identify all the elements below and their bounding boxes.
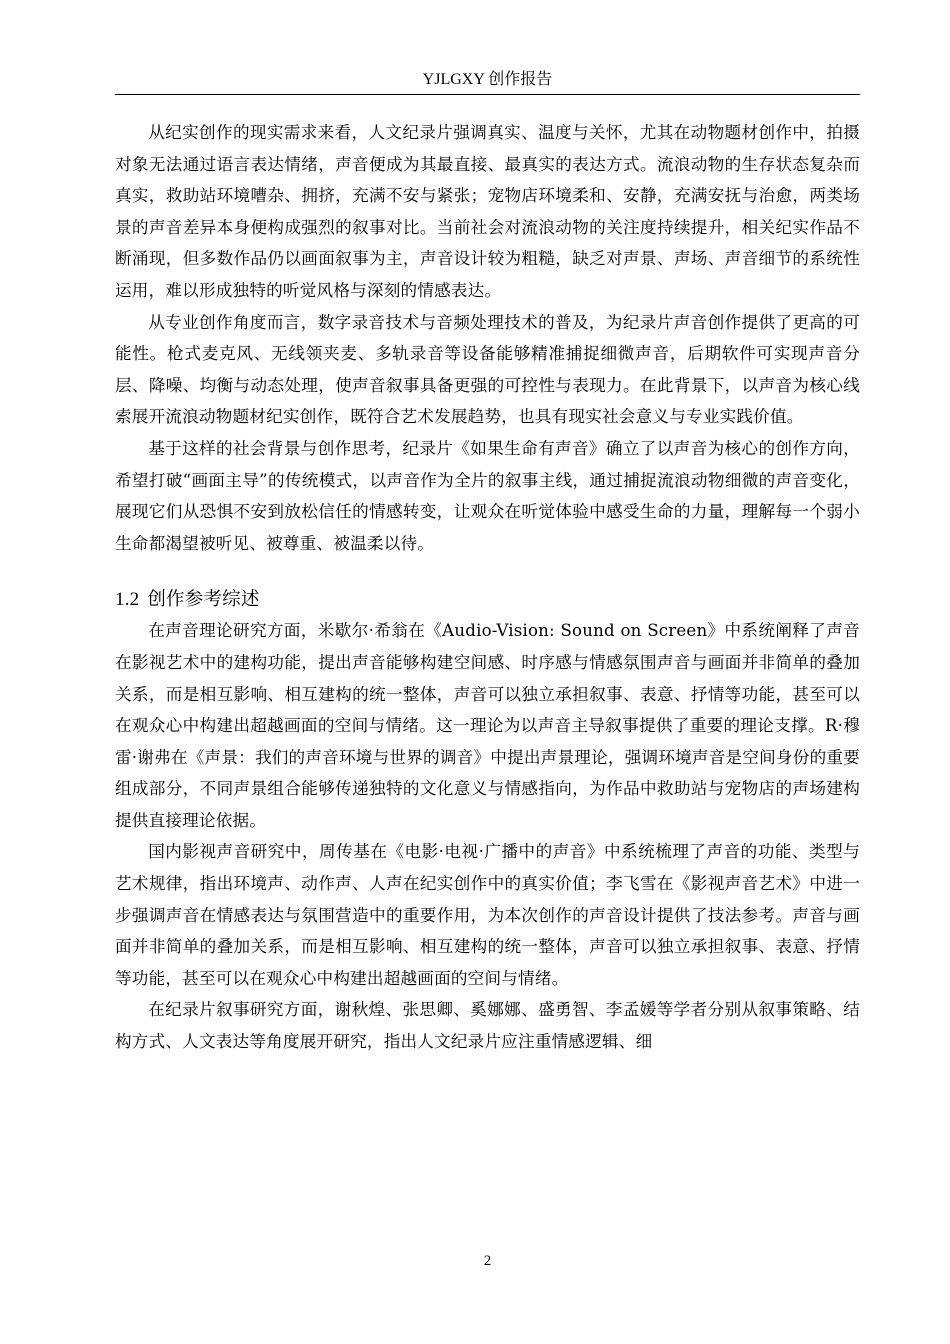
header-divider (115, 94, 860, 95)
section-number: 1.2 (115, 589, 140, 611)
body-paragraph: 基于这样的社会背景与创作思考，纪录片《如果生命有声音》确立了以声音为核心的创作方向，希望打破“画面主导”的传统模式，以声音作为全片的叙事主线，通过捕捉流浪动物细微的声音变化，展现它们从恐惧不安到放松信任的情感转变，让观众在听觉体验中感受生命的力量，理解每一个弱小生命都渴望被听见、被尊重、被温柔以待。 (115, 438, 860, 553)
page-number: 2 (483, 1253, 492, 1269)
body-paragraph: 在纪录片叙事研究方面，谢秋煌、张思卿、奚娜娜、盛勇智、李孟媛等学者分别从叙事策略、结构方式、人文表达等角度展开研究，指出人文纪录片应注重情感逻辑、细 (115, 1000, 860, 1052)
section-heading (115, 584, 860, 615)
body-paragraph: 从纪实创作的现实需求来看，人文纪录片强调真实、温度与关怀，尤其在动物题材创作中，拍摄对象无法通过语言表达情绪，声音便成为其最直接、最真实的表达方式。流浪动物的生存状态复杂而真实，救助站环境嘈杂、拥挤，充满不安与紧张；宠物店环境柔和、安静，充满安抚与治愈，两类场景的声音差异本身便构成强烈的叙事对比。当前社会对流浪动物的关注度持续提升，相关纪实作品不断涌现，但多数作品仍以画面叙事为主，声音设计较为粗糙，缺乏对声景、声场、声音细节的系统性运用，难以形成独特的听觉风格与深刻的情感表达。 (115, 123, 860, 300)
body-paragraph: 从专业创作角度而言，数字录音技术与音频处理技术的普及，为纪录片声音创作提供了更高的可能性。枪式麦克风、无线领夹麦、多轨录音等设备能够精准捕捉细微声音，后期软件可实现声音分层、降噪、均衡与动态处理，使声音叙事具备更强的可控性与表现力。在此背景下，以声音为核心线索展开流浪动物题材纪实创作，既符合艺术发展趋势，也具有现实社会意义与专业实践价值。 (115, 312, 860, 427)
body-paragraph: 在声音理论研究方面，米歇尔·希翁在《Audio-Vision: Sound on Screen》中系统阐释了声音在影视艺术中的建构功能，提出声音能够构建空间感、时序感与情感氛围声音与画面并非简单的叠加关系，而是相互影响、相互建构的统一整体，声音可以独立承担叙事、表意、抒情等功能，甚至可以在观众心中构建出超越画面的空间与情绪。这一理论为以声音主导叙事提供了重要的理论支撑。R·穆雷·谢弗在《声景：我们的声音环境与世界的调音》中提出声景理论，强调环境声音是空间身份的重要组成部分，不同声景组合能够传递独特的文化意义与情感指向，为作品中救助站与宠物店的声场建构提供直接理论依据。 (115, 621, 860, 830)
section-title: 创作参考综述 (147, 589, 260, 611)
body-paragraph: 国内影视声音研究中，周传基在《电影·电视·广播中的声音》中系统梳理了声音的功能、类型与艺术规律，指出环境声、动作声、人声在纪实创作中的真实价值；李飞雪在《影视声音艺术》中进一步强调声音在情感表达与氛围营造中的重要作用，为本次创作的声音设计提供了技法参考。声音与画面并非简单的叠加关系，而是相互影响、相互建构的统一整体，声音可以独立承担叙事、表意、抒情等功能，甚至可以在观众心中构建出超越画面的空间与情绪。 (115, 842, 860, 988)
running-header: YJLGXY 创作报告 (422, 71, 553, 88)
page-body (115, 117, 860, 1058)
